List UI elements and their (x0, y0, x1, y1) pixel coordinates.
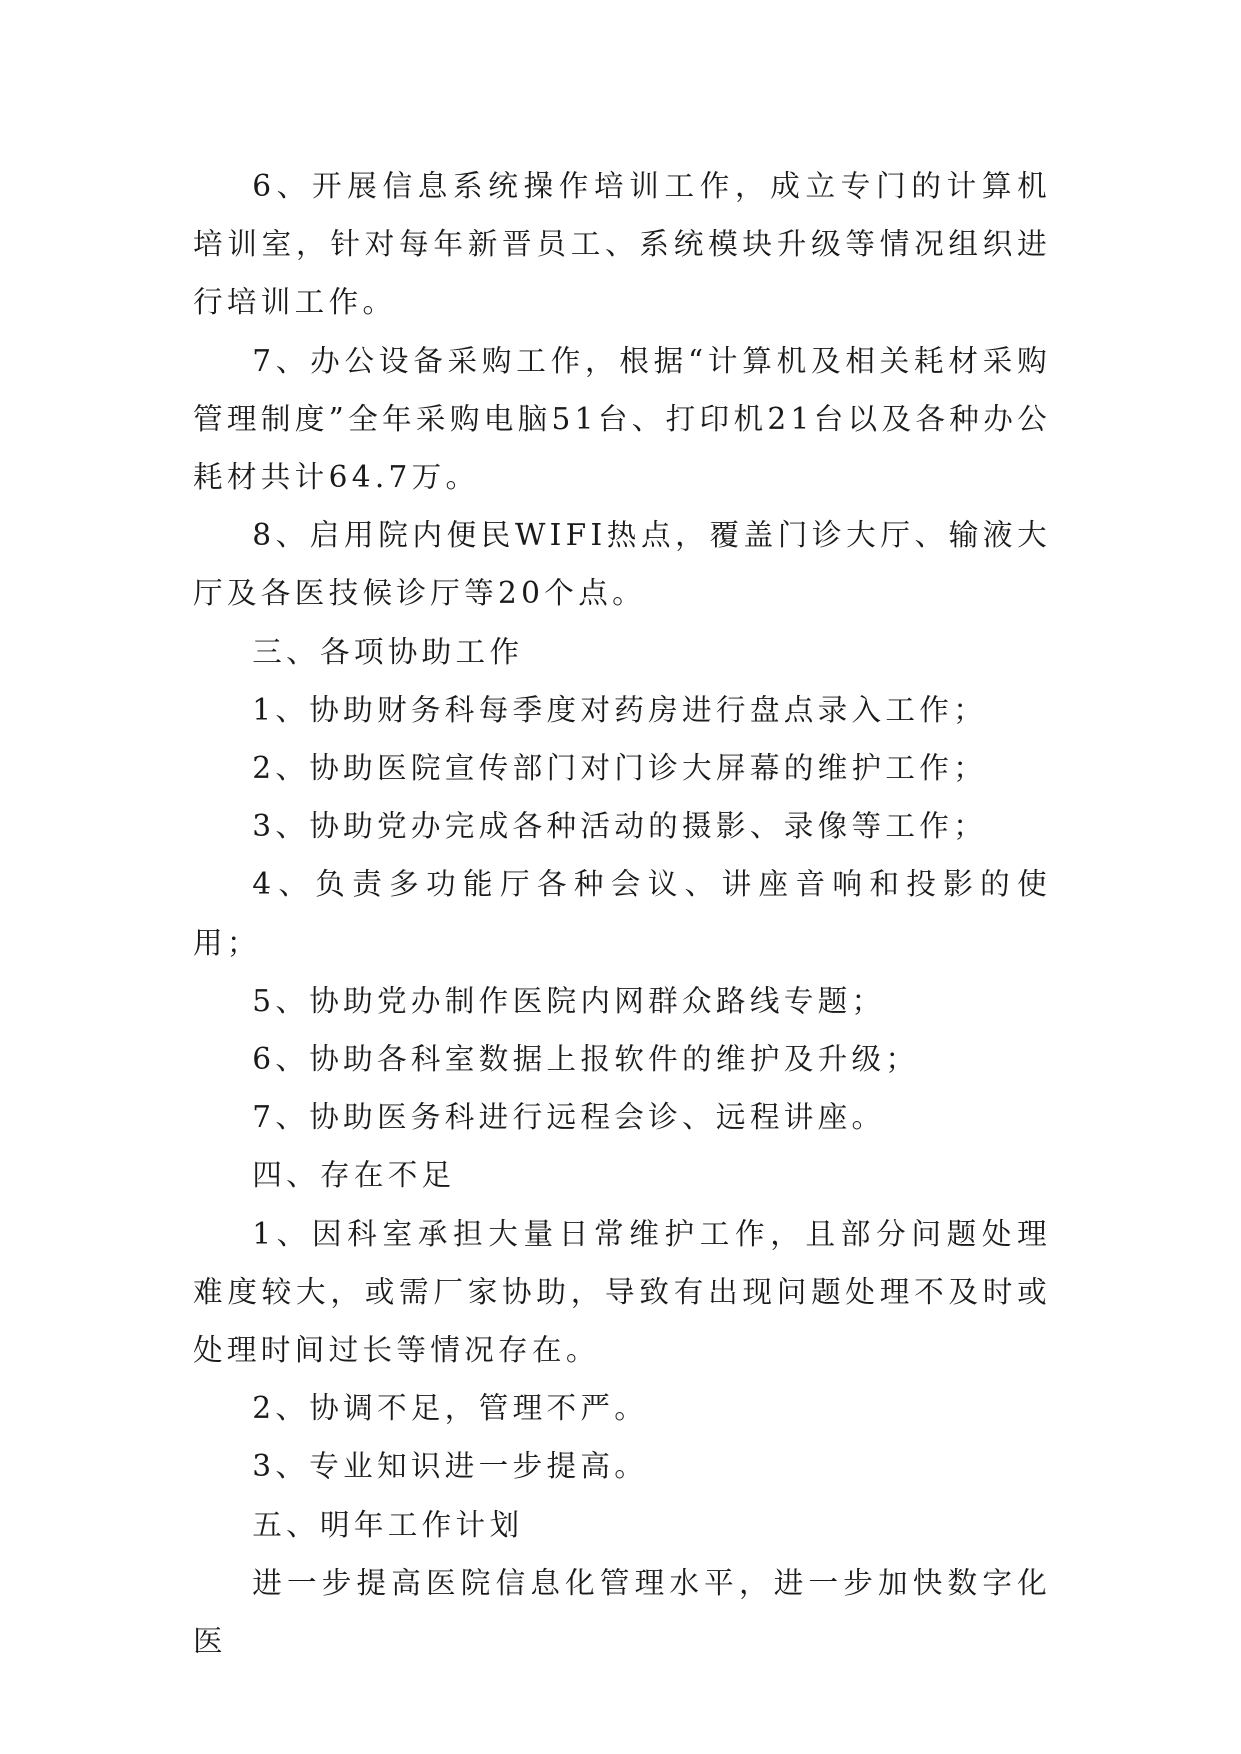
list-item: 6、协助各科室数据上报软件的维护及升级； (252, 1042, 920, 1077)
list-item: 2、协助医院宣传部门对门诊大屏幕的维护工作； (252, 751, 988, 786)
list-item: 7、协助医务科进行远程会诊、远程讲座。 (252, 1100, 886, 1135)
list-item: 1、因科室承担大量日常维护工作，且部分问题处理难度较大，或需厂家协助，导致有出现问题处理不及时或处理时间过长等情况存在。 (193, 1216, 1051, 1368)
list-item: 1、协助财务科每季度对药房进行盘点录入工作； (252, 692, 988, 727)
paragraph-item-7-procurement: 7、办公设备采购工作，根据“计算机及相关耗材采购管理制度”全年采购电脑51台、打印机21台以及各种办公耗材共计64.7万。 (193, 343, 1051, 495)
document-body (193, 157, 1051, 1670)
list-item: 4、负责多功能厅各种会议、讲座音响和投影的使用； (193, 867, 1051, 960)
list-item: 5、协助党办制作医院内网群众路线专题； (252, 983, 886, 1018)
section-heading-assistance: 三、各项协助工作 (252, 634, 524, 669)
paragraph-plan-intro: 进一步提高医院信息化管理水平，进一步加快数字化医 (193, 1565, 1051, 1659)
list-item: 2、协调不足，管理不严。 (252, 1391, 649, 1426)
section-heading-shortcomings: 四、存在不足 (252, 1158, 456, 1193)
section-heading-next-year-plan: 五、明年工作计划 (252, 1507, 524, 1542)
paragraph-item-6-training: 6、开展信息系统操作培训工作，成立专门的计算机培训室，针对每年新晋员工、系统模块升级等情况组织进行培训工作。 (193, 169, 1051, 320)
list-item: 3、专业知识进一步提高。 (252, 1449, 649, 1484)
list-item: 3、协助党办完成各种活动的摄影、录像等工作； (252, 809, 988, 844)
paragraph-item-8-wifi: 8、启用院内便民WIFI热点，覆盖门诊大厅、输液大厅及各医技候诊厅等20个点。 (193, 518, 1051, 611)
